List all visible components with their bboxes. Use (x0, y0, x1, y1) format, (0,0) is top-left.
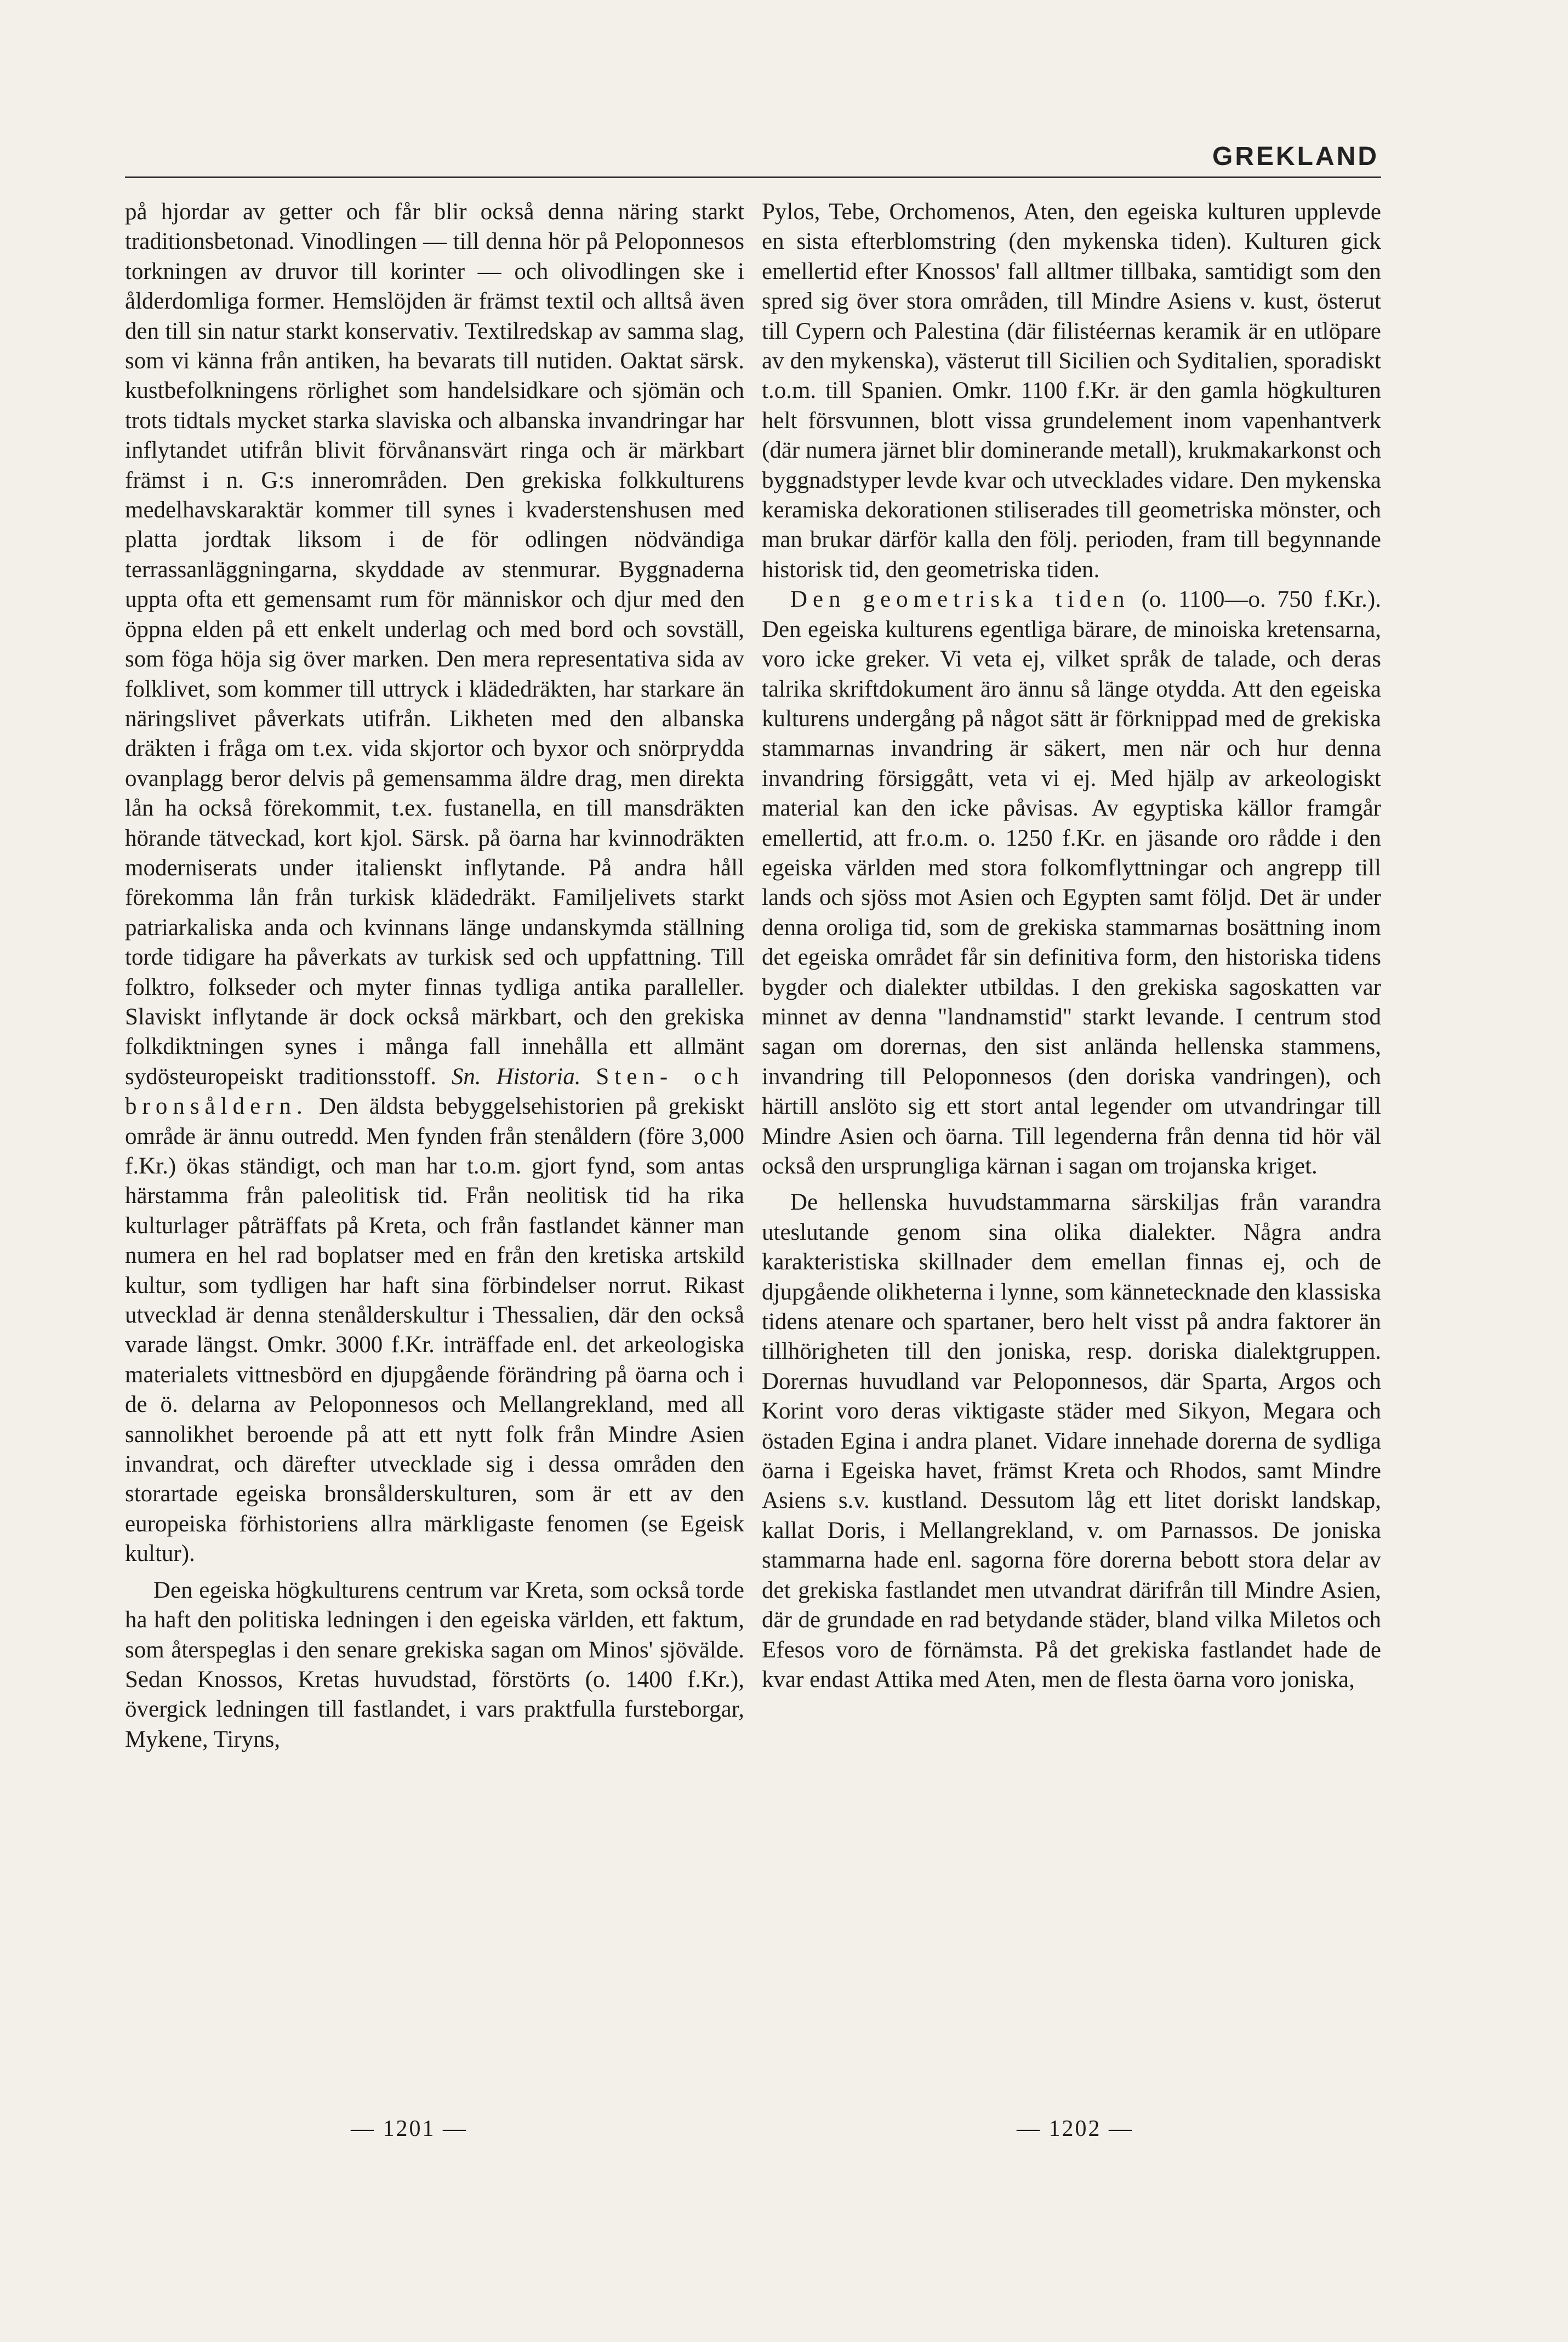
subsection-heading: Sten- och bronsåldern. (125, 1063, 745, 1120)
section-title: GREKLAND (1212, 142, 1379, 171)
paragraph-text: Den äldsta bebyggelsehistorien på grekiskt område är ännu outredd. Men fynden från stenåldern (före 3,000 f.Kr.) ökas ständigt, och man har t.o.m. gjort fynd, som antas härstamma från paleolitisk tid. Från neolitisk tid ha rika kulturlager påträffats på Kreta, och från fastlandet känner man numera en hel rad boplatser med en från den kretiska artskild kultur, som tydligen har haft sina förbindelser norrut. Rikast utvecklad är denna stenålderskultur i Thessalien, där den också varade längst. Omkr. 3000 f.Kr. inträffade enl. det arkeologiska materialets vittnesbörd en djupgående förändring på öarna och i de ö. delarna av Peloponnesos och Mellangrekland, med all sannolikhet beroende på att ett nytt folk från Mindre Asien invandrat, och därefter utvecklade sig i dessa områden den storartade egeiska bronsålderskulturen, som är ett av den europeiska förhistoriens allra märkligaste fenomen (se Egeisk kultur). (125, 1093, 744, 1567)
page-header (0, 141, 1568, 174)
left-page-number: — 1201 — (351, 2116, 467, 2141)
paragraph: Pylos, Tebe, Orchomenos, Aten, den egeiska kulturen upplevde en sista efterblomstring (den mykenska tiden). Kulturen gick emellertid efter Knossos' fall alltmer tillbaka, samtidigt som den spred sig över stora områden, till Mindre Asiens v. kust, österut till Cypern och Palestina (där filistéernas keramik är en utlöpare av den mykenska), västerut till Sicilien och Syditalien, sporadiskt t.o.m. till Spanien. Omkr. 1100 f.Kr. är den gamla högkulturen helt försvunnen, blott vissa grundelement inom vapenhantverk (där numera järnet blir dominerande metall), krukmakarkonst och byggnadstyper levde kvar och utvecklades vidare. Den mykenska keramiska dekorationen stiliserades till geometriska mönster, och man brukar därför kalla den följ. perioden, fram till begynnande historisk tid, den geometriska tiden. (762, 199, 1381, 583)
header-rule (125, 176, 1381, 178)
left-column (125, 197, 744, 1754)
paragraph (125, 197, 744, 1569)
paragraph-text: (o. 1100—o. 750 f.Kr.). Den egeiska kulturens egentliga bärare, de minoiska kretensarna, voro icke greker. Vi veta ej, vilket språk de talade, och deras talrika skriftdokument äro ännu så länge otydda. Att den egeiska kulturens undergång på något sätt är förknippad med de grekiska stammarnas invandring är säkert, men när och hur denna invandring försiggått, veta vi ej. Med hjälp av arkeologiskt material kan den icke påvisas. Av egyptiska källor framgår emellertid, att fr.o.m. o. 1250 f.Kr. en jäsande oro rådde i den egeiska världen med stora folkomflyttningar och angrepp till lands och sjöss mot Asien och Egypten samt följd. Det är under denna oroliga tid, som de grekiska stammarnas bosättning inom det egeiska området får sin definitiva form, den historiska tidens bygder och dialekter utbildas. I den grekiska sagoskatten var minnet av denna "landnamstid" starkt levande. I centrum stod sagan om dorernas, den sist anlända hellenska stammens, invandring till Peloponnesos (den doriska vandringen), och härtill anslöto sig ett stort antal legender om utvandringar till Mindre Asien och öarna. Till legenderna från denna tid hör väl också den ursprungliga kärnan i sagan om trojanska kriget. (762, 586, 1381, 1179)
paragraph-text: på hjordar av getter och får blir också denna näring starkt traditionsbetonad. Vinodlingen — till denna hör på Peloponnesos torkningen av druvor till korinter — och olivodlingen ske i ålderdomliga former. Hemslöjden är främst textil och alltså även den till sin natur starkt konservativ. Textilredskap av samma slag, som vi känna från antiken, ha bevarats till nutiden. Oaktat särsk. kustbefolkningens rörlighet som handelsidkare och sjömän och trots tidtals mycket starka slaviska och albanska invandringar har inflytandet utifrån blivit förvånansvärt ringa och är märkbart främst i n. G:s innerområden. Den grekiska folkkulturens medelhavskaraktär kommer till synes i kvaderstenshusen med platta jordtak liksom i de för odlingen nödvändiga terrassanläggningarna, skyddade av stenmurar. Byggnaderna uppta ofta ett gemensamt rum för människor och djur med den öppna elden på ett enkelt underlag och med bord och sovställ, som föga höja sig över marken. Den mera representativa sida av folklivet, som kommer till uttryck i klädedräkten, har starkare än näringslivet påverkats utifrån. Likheten med den albanska dräkten i fråga om t.ex. vida skjortor och byxor och snörprydda ovanplagg beror delvis på gemensamma äldre drag, men direkta lån ha också förekommit, t.ex. fustanella, en till mansdräkten hörande tätveckad, kort kjol. Särsk. på öarna har kvinnodräkten moderniserats under italienskt inflytande. På andra håll förekomma lån från turkisk klädedräkt. Familjelivets starkt patriarkaliska anda och kvinnans länge undanskymda ställning torde tidigare ha påverkats av turkisk sed och uppfattning. Till folktro, folkseder och myter finnas tydliga antika paralleller. Slaviskt inflytande är dock också märkbart, och den grekiska folkdiktningen synes i många fall innehålla ett allmänt sydösteuropeiskt traditionsstoff. (125, 199, 744, 1090)
author-signature: Sn. (451, 1063, 481, 1090)
paragraph: Den egeiska högkulturens centrum var Kreta, som också torde ha haft den politiska ledningen i den egeiska världen, ett faktum, som återspeglas i den senare grekiska sagan om Minos' sjövälde. Sedan Knossos, Kretas huvudstad, förstörts (o. 1400 f.Kr.), övergick ledningen till fastlandet, i vars praktfulla fursteborgar, Mykene, Tiryns, (125, 1577, 744, 1752)
paragraph: De hellenska huvudstammarna särskiljas från varandra uteslutande genom sina olika dialekter. Några andra karakteristiska skillnader dem emellan finnas ej, och de djupgående olikheterna i lynne, som kännetecknade den klassiska tidens atenare och spartaner, bero helt visst på andra faktorer än tillhörigheten till den joniska, resp. doriska dialektgruppen. Dorernas huvudland var Peloponnesos, där Sparta, Argos och Korint voro deras viktigaste städer med Sikyon, Megara och östaden Egina i andra planet. Vidare innehade dorerna de sydliga öarna i Egeiska havet, främst Kreta och Rhodos, samt Mindre Asiens s.v. kustland. Dessutom låg ett litet doriskt landskap, kallat Doris, i Mellangrekland, v. om Parnassos. De joniska stammarna hade enl. sagorna före dorerna bebott stora delar av det grekiska fastlandet men utvandrat därifrån till Mindre Asien, där de grundade en rad betydande städer, bland vilka Miletos och Efesos voro de förnämsta. På det grekiska fastlandet hade de kvar endast Attika med Aten, men de flesta öarna voro joniska, (762, 1189, 1381, 1693)
paragraph (762, 585, 1381, 1181)
section-heading-historia: Historia. (496, 1063, 581, 1090)
right-page-number: — 1202 — (1017, 2116, 1133, 2141)
subsection-heading: Den geometriska tiden (790, 586, 1130, 613)
right-column (762, 197, 1381, 1695)
